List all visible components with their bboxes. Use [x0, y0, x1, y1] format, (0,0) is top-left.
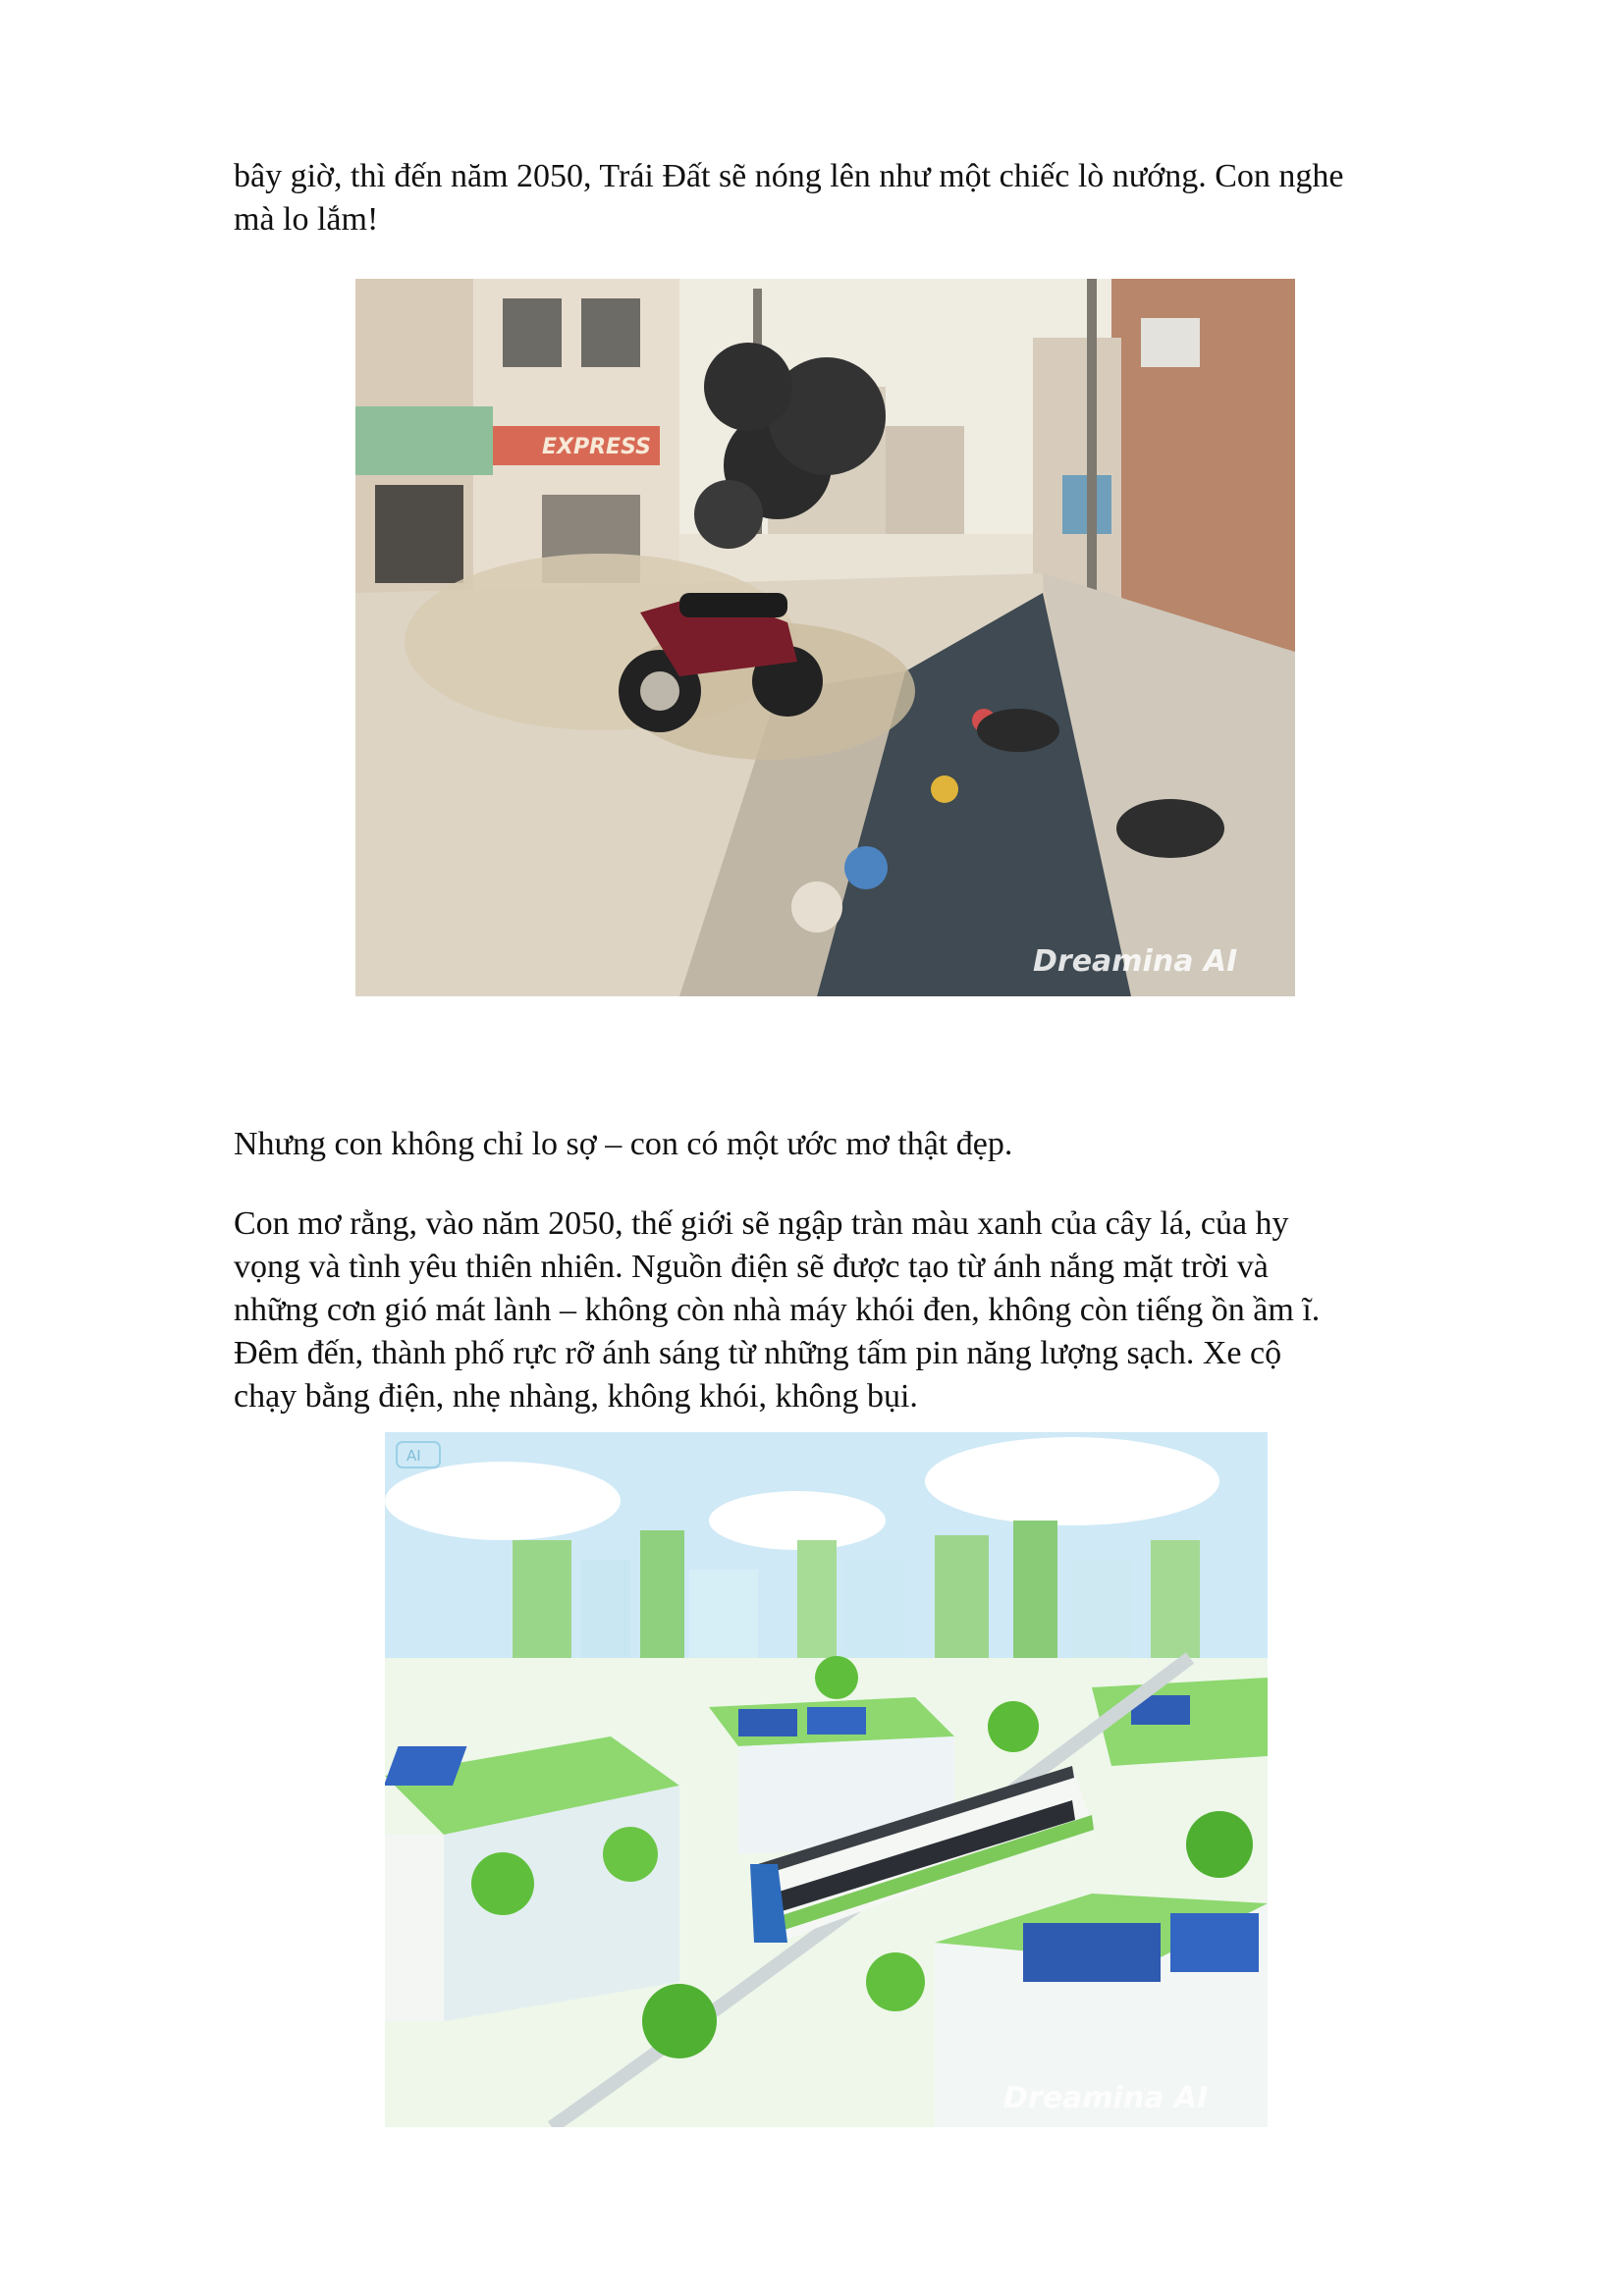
- paragraph-2-line-1: Nhưng con không chỉ lo sợ – con có một ước mơ thật đẹp.: [234, 1126, 1013, 1162]
- ai-badge-text: AI: [406, 1447, 421, 1465]
- paragraph-3-line-1: Con mơ rằng, vào năm 2050, thế giới sẽ ngập tràn màu xanh của cây lá, của hy: [234, 1205, 1289, 1242]
- green-city-illustration: [385, 1432, 1268, 2127]
- polluted-street-illustration: [355, 279, 1295, 996]
- paragraph-1-line-2: mà lo lắm!: [234, 201, 379, 238]
- watermark-text-2: Dreamina AI: [1003, 2081, 1209, 2115]
- paragraph-2: [234, 1123, 1510, 1166]
- paragraph-3-line-5: chạy bằng điện, nhẹ nhàng, không khói, không bụi.: [234, 1378, 918, 1415]
- paragraph-1-line-1: bây giờ, thì đến năm 2050, Trái Đất sẽ nóng lên như một chiếc lò nướng. Con nghe: [234, 158, 1344, 194]
- watermark-text: Dreamina AI: [1033, 944, 1238, 979]
- paragraph-3-line-3: những cơn gió mát lành – không còn nhà máy khói đen, không còn tiếng ồn ầm ĩ.: [234, 1292, 1321, 1328]
- paragraph-3-line-4: Đêm đến, thành phố rực rỡ ánh sáng từ những tấm pin năng lượng sạch. Xe cộ: [234, 1335, 1282, 1371]
- paragraph-3: [234, 1202, 1510, 1418]
- paragraph-1: [234, 155, 1510, 241]
- shop-sign-text: EXPRESS: [542, 435, 651, 459]
- paragraph-3-line-2: vọng và tình yêu thiên nhiên. Nguồn điện sẽ được tạo từ ánh nắng mặt trời và: [234, 1249, 1269, 1285]
